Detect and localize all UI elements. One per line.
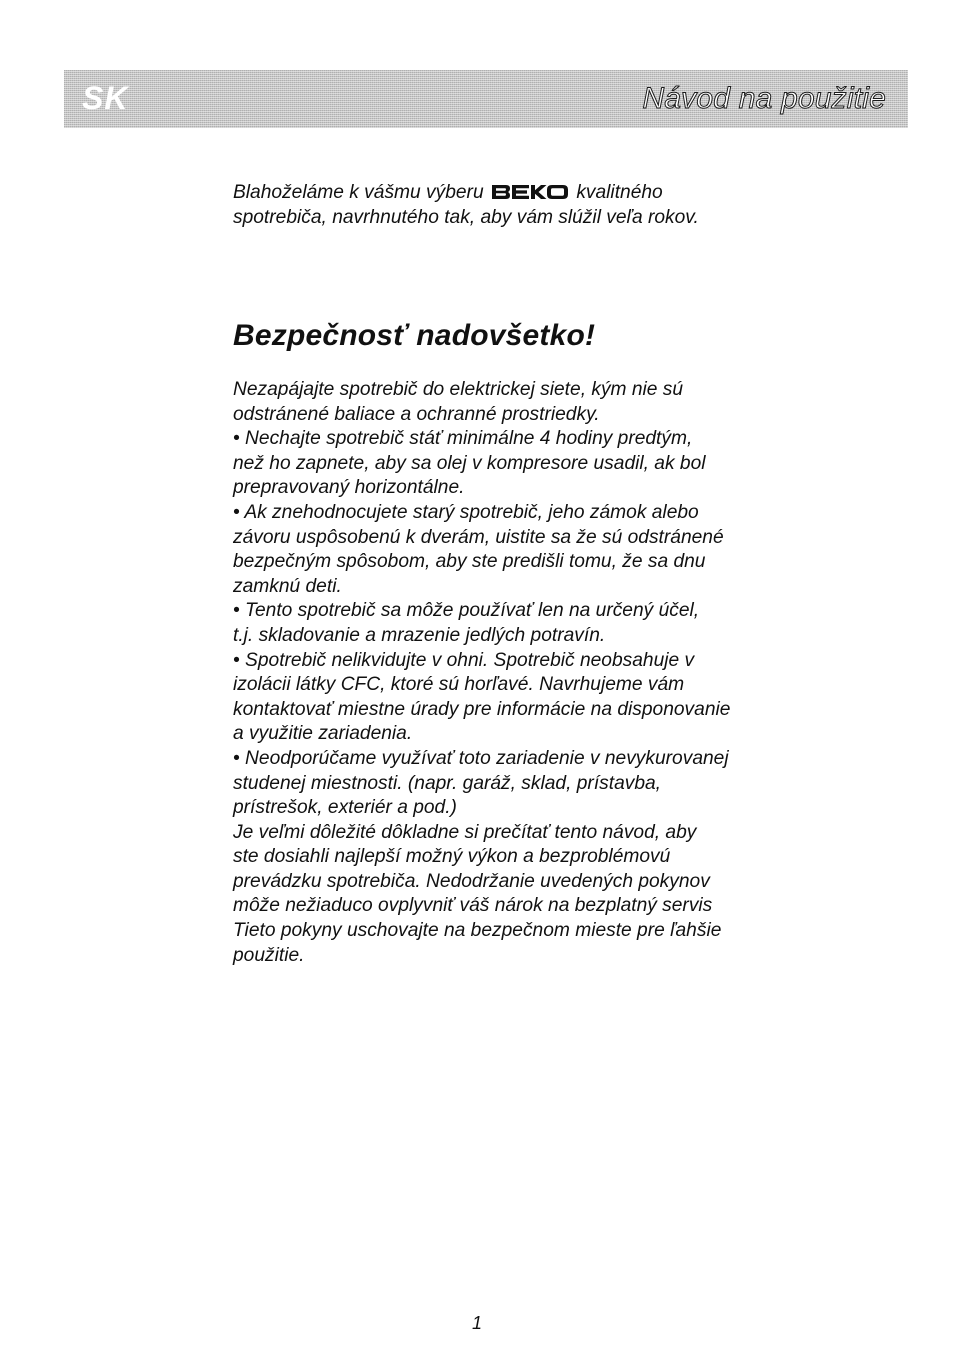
safety-line: • Ak znehodnocujete starý spotrebič, jeho zámok alebo	[233, 501, 699, 523]
safety-line: studenej miestnosti. (napr. garáž, sklad, prístavba,	[233, 772, 662, 794]
header-band	[64, 70, 908, 128]
safety-line: odstránené baliace a ochranné prostriedky.	[233, 403, 600, 425]
safety-line: použitie.	[233, 944, 305, 966]
safety-line: prístrešok, exteriér a pod.)	[233, 797, 457, 819]
safety-line: ste dosiahli najlepší možný výkon a bezproblémovú	[233, 846, 671, 868]
intro-paragraph	[233, 180, 733, 230]
safety-line: Tieto pokyny uschovajte na bezpečnom mieste pre ľahšie	[233, 920, 722, 942]
beko-logo-icon	[491, 184, 569, 200]
safety-line: izolácii látky CFC, ktoré sú horľavé. Navrhujeme vám	[233, 674, 685, 696]
safety-line: Nezapájajte spotrebič do elektrickej siete, kým nie sú	[233, 379, 684, 400]
document-title: Návod na použitie	[642, 82, 886, 115]
safety-line: • Neodporúčame využívať toto zariadenie v nevykurovanej	[233, 747, 729, 769]
main-content	[233, 180, 733, 968]
safety-line: • Tento spotrebič sa môže používať len na určený účel,	[233, 600, 700, 622]
intro-text-after-logo: kvalitného	[576, 182, 663, 203]
safety-line: zamknú deti.	[233, 575, 342, 597]
safety-line: a využitie zariadenia.	[233, 723, 413, 745]
safety-line: kontaktovať miestne úrady pre informácie na disponovanie	[233, 698, 731, 720]
intro-line-2: spotrebiča, navrhnutého tak, aby vám slúžil veľa rokov.	[233, 207, 699, 228]
safety-line: Je veľmi dôležité dôkladne si prečítať tento návod, aby	[233, 821, 697, 843]
language-code: SK	[82, 80, 129, 116]
intro-text-before-logo: Blahoželáme k vášmu výberu	[233, 182, 484, 203]
safety-line: • Spotrebič nelikvidujte v ohni. Spotrebič neobsahuje v	[233, 649, 695, 671]
safety-line: prepravovaný horizontálne.	[233, 477, 465, 499]
safety-line: než ho zapnete, aby sa olej v kompresore usadil, ak bol	[233, 452, 706, 474]
safety-line: t.j. skladovanie a mrazenie jedlých potravín.	[233, 624, 606, 646]
safety-heading: Bezpečnosť nadovšetko!	[233, 319, 596, 352]
safety-line: závoru uspôsobenú k dverám, uistite sa že sú odstránené	[233, 526, 724, 548]
safety-text	[233, 378, 733, 968]
safety-line: • Nechajte spotrebič stáť minimálne 4 hodiny predtým,	[233, 428, 693, 450]
page-number: 1	[471, 1313, 482, 1333]
safety-line: bezpečným spôsobom, aby ste predišli tomu, že sa dnu	[233, 551, 706, 573]
safety-line: môže nežiaduco ovplyvniť váš nárok na bezplatný servis	[233, 895, 713, 917]
safety-line: prevádzku spotrebiča. Nedodržanie uvedených pokynov	[233, 870, 710, 892]
